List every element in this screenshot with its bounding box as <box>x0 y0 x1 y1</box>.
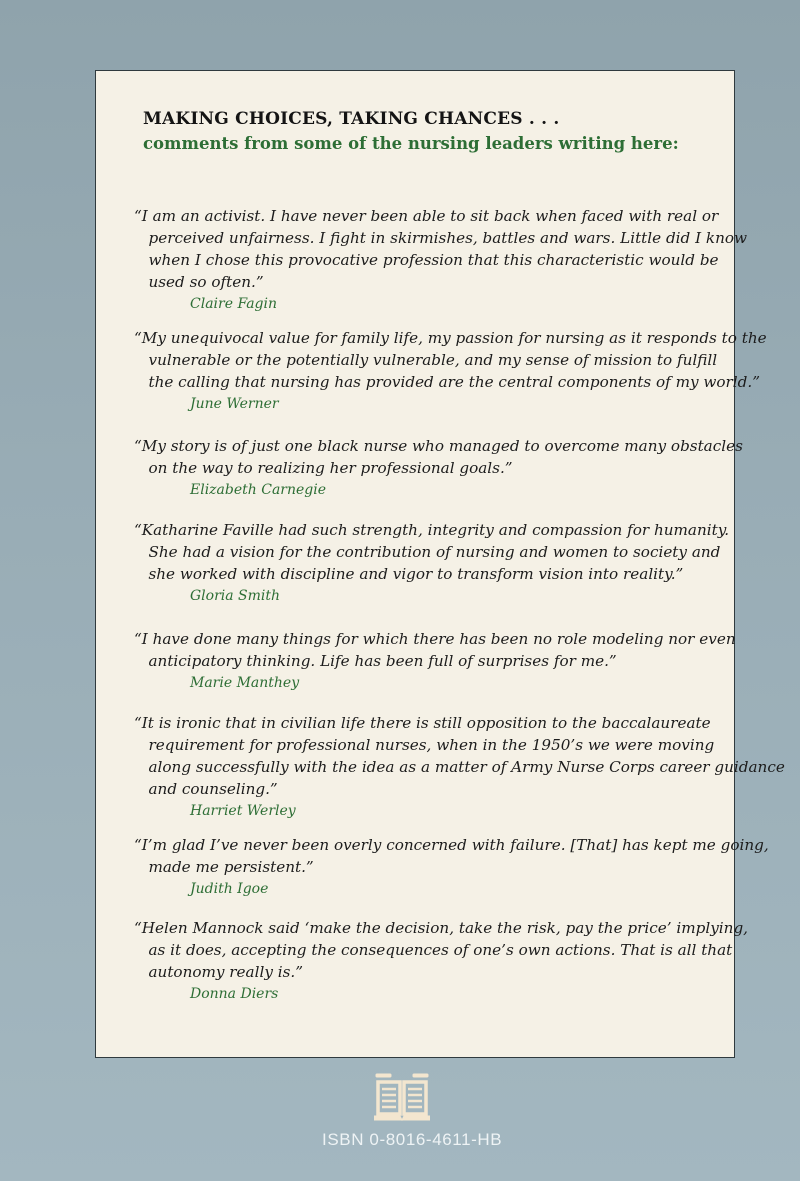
book-icon <box>374 1072 430 1122</box>
quote-author: Judith Igoe <box>190 881 269 897</box>
quote-text: “Helen Mannock said ‘make the decision, take the risk, pay the price’ implying, as it does, accepting the consequences of one’s own actions. That is all that autonomy really is.” <box>134 919 748 981</box>
quote-text: “It is ironic that in civilian life there is still opposition to the baccalaureate requirement for professional nurses, when in the 1950’s we were moving along successfully with the idea as a matter of Army Nurse Corps career guidance and counseling.” <box>134 714 785 798</box>
quote-author: Elizabeth Carnegie <box>190 482 327 498</box>
quote-block <box>134 712 785 822</box>
quote-text: “My story is of just one black nurse who managed to overcome many obstacles on the way to realizing her professional goals.” <box>134 437 743 477</box>
cover-heading: MAKING CHOICES, TAKING CHANCES . . . <box>143 109 560 129</box>
quote-block <box>134 435 743 501</box>
quote-author: Claire Fagin <box>190 296 278 312</box>
quote-block <box>134 628 736 694</box>
quote-block <box>134 205 747 315</box>
quote-author: Donna Diers <box>190 986 279 1002</box>
quote-text: “I’m glad I’ve never been overly concerned with failure. [That] has kept me going, made me persistent.” <box>134 836 769 876</box>
quote-block <box>134 519 729 607</box>
quote-author: June Werner <box>190 396 279 412</box>
quote-text: “I am an activist. I have never been able to sit back when faced with real or perceived unfairness. I fight in skirmishes, battles and wars. Little did I know when I chose this provocative profession that this characteristic would be used so often.” <box>134 207 748 291</box>
quote-block <box>134 834 769 900</box>
quote-author: Harriet Werley <box>190 803 296 819</box>
isbn-label: ISBN 0-8016-4611-HB <box>322 1130 503 1149</box>
quote-text: “My unequivocal value for family life, my passion for nursing as it responds to the vulnerable or the potentially vulnerable, and my sense of mission to fulfill the calling that nursing has provided are the central components of my world.” <box>134 329 767 391</box>
quote-block <box>134 327 767 415</box>
quote-block <box>134 917 748 1005</box>
quote-text: “I have done many things for which there has been no role modeling nor even anticipatory thinking. Life has been full of surprises for me.” <box>134 630 736 670</box>
quote-author: Marie Manthey <box>190 675 300 691</box>
quote-text: “Katharine Faville had such strength, integrity and compassion for humanity. She had a vision for the contribution of nursing and women to society and she worked with discipline and vigor to transform vision into reality.” <box>134 521 730 583</box>
cover-subheading: comments from some of the nursing leaders writing here: <box>143 134 679 153</box>
back-cover-panel <box>95 70 785 1058</box>
quote-author: Gloria Smith <box>190 588 281 604</box>
